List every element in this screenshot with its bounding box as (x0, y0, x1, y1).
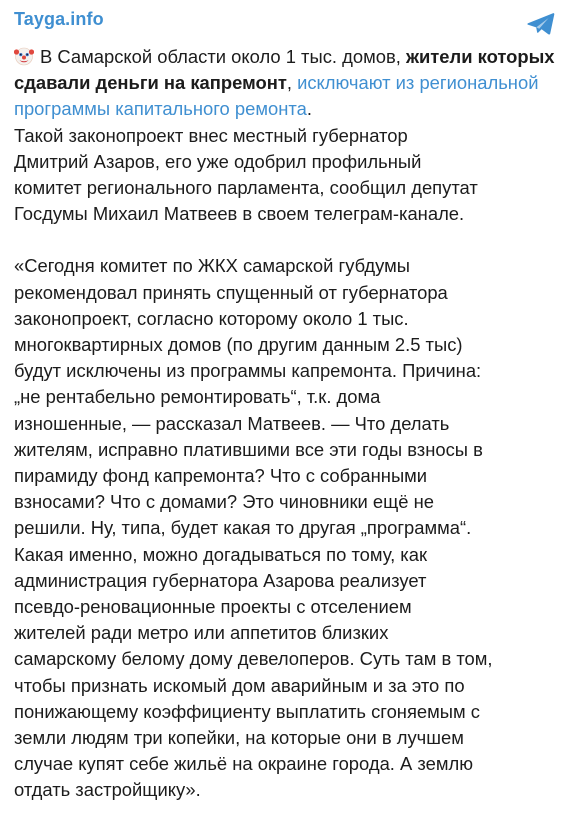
quote-line: случае купят себе жильё на окраине города. А землю (14, 753, 474, 775)
lead-link[interactable]: исключают из региональной программы капитального ремонта (14, 72, 539, 120)
quote-line: чтобы признать искомый дом аварийным и за это по (14, 674, 465, 696)
post-text (14, 44, 562, 804)
quote-line: рекомендовал принять спущенный от губернатора (14, 281, 448, 303)
quote-line: администрация губернатора Азарова реализует (14, 569, 427, 591)
lead-line: Госдумы Михаил Матвеев в своем телеграм-канале. (14, 203, 465, 225)
paragraph-spacer (14, 227, 562, 253)
quote-line: решили. Ну, типа, будет какая то другая „программа“. (14, 517, 472, 539)
quote-line: жителей ради метро или аппетитов близких (14, 622, 389, 644)
lead-paragraph (14, 44, 562, 227)
quote-line: изношенные, — рассказал Матвеев. — Что делать (14, 412, 450, 434)
quote-line: пирамиду фонд капремонта? Что с собранными (14, 465, 428, 487)
lead-line: комитет регионального парламента, сообщил депутат (14, 177, 478, 199)
quote-paragraph (14, 253, 562, 803)
lead-comma: , (286, 72, 298, 94)
lead-text: В Самарской области около 1 тыс. домов, (40, 46, 406, 67)
quote-line: законопроект, согласно которому около 1 тыс. (14, 307, 409, 329)
quote-line: отдать застройщику». (14, 779, 201, 801)
quote-line: псевдо-реновационные проекты с отселением (14, 596, 412, 618)
quote-line: будут исключены из программы капремонта. Причина: (14, 360, 482, 382)
quote-line: понижающему коэффициенту выплатить сгоняемым с (14, 700, 480, 722)
lead-end: . (306, 98, 312, 120)
telegram-plane-icon[interactable] (526, 11, 556, 37)
clown-face-icon (14, 46, 34, 66)
quote-line: «Сегодня комитет по ЖКХ самарской губдумы (14, 255, 410, 277)
quote-line: „не рентабельно ремонтировать“, т.к. дома (14, 386, 381, 408)
quote-line: взносами? Что с домами? Это чиновники ещё не (14, 491, 434, 513)
quote-line: жителям, исправно платившими все эти годы взносы в (14, 438, 483, 460)
quote-line: многоквартирных домов (по другим данным 2.5 тыс) (14, 334, 463, 356)
channel-name[interactable]: Tayga.info (14, 9, 104, 29)
quote-line: самарскому белому дому девелоперов. Суть там в том, (14, 648, 493, 670)
lead-bold: жители которых сдавали деньги на капремонт (14, 46, 555, 94)
lead-line: Дмитрий Азаров, его уже одобрил профильный (14, 150, 422, 172)
lead-line: Такой законопроект внес местный губернатор (14, 124, 408, 146)
quote-line: Какая именно, можно догадываться по тому, как (14, 543, 428, 565)
quote-line: земли людям три копейки, на которые они в лучшем (14, 727, 464, 749)
